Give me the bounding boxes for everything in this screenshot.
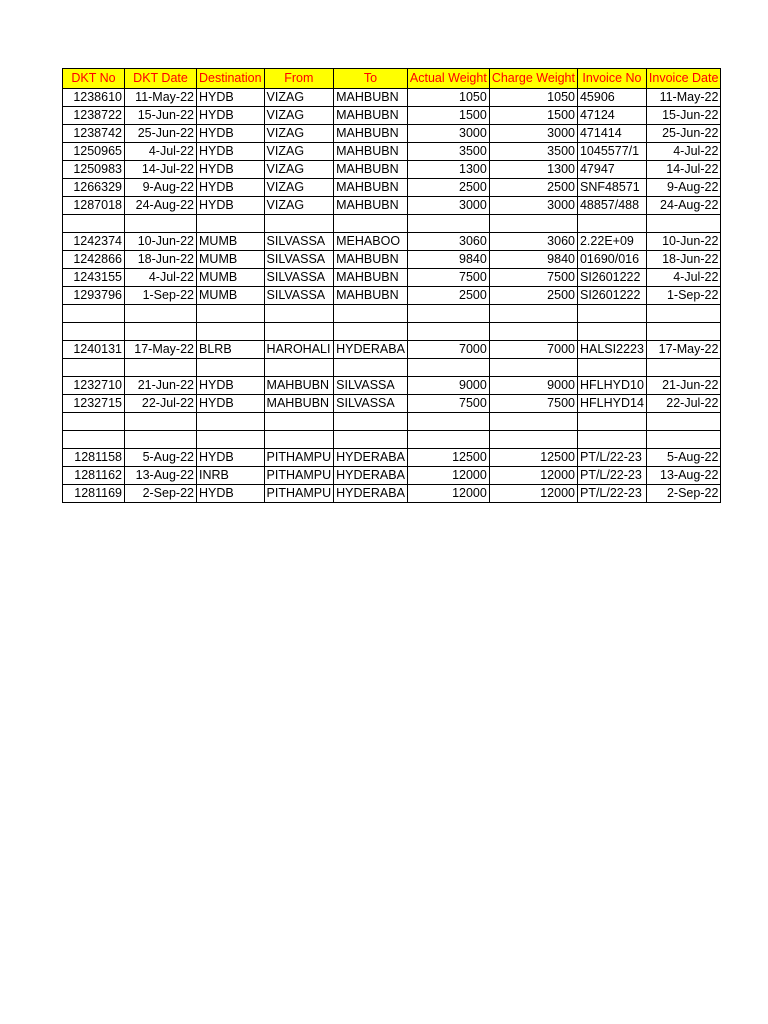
cell-dkt-date[interactable]: 24-Aug-22 [125,197,197,215]
cell-charge-weight[interactable]: 7500 [489,269,577,287]
cell-invoice-date[interactable]: 9-Aug-22 [646,179,720,197]
cell-from[interactable]: SILVASSA [264,233,334,251]
cell-destination[interactable]: HYDB [197,125,265,143]
cell-destination[interactable]: HYDB [197,377,265,395]
table-row [63,323,721,341]
table-row [63,107,721,125]
header-actual-weight[interactable]: Actual Weight [407,69,489,89]
cell-dkt-date[interactable]: 21-Jun-22 [125,377,197,395]
table-row [63,377,721,395]
cell-invoice-no[interactable] [577,215,646,233]
cell-destination[interactable] [197,431,265,449]
cell-dkt-date[interactable]: 25-Jun-22 [125,125,197,143]
cell-to[interactable]: MAHBUBN [334,287,408,305]
cell-invoice-no[interactable] [577,413,646,431]
cell-to[interactable]: HYDERABA [334,485,408,503]
cell-actual-weight[interactable]: 9840 [407,251,489,269]
cell-invoice-no[interactable]: HFLHYD14 [577,395,646,413]
cell-destination[interactable] [197,323,265,341]
cell-actual-weight[interactable] [407,413,489,431]
cell-from[interactable]: PITHAMPU [264,485,334,503]
cell-dkt-no[interactable]: 1250983 [63,161,125,179]
cell-actual-weight[interactable]: 3000 [407,125,489,143]
cell-charge-weight[interactable]: 1050 [489,89,577,107]
cell-dkt-date[interactable] [125,305,197,323]
table-row [63,143,721,161]
dkt-table [62,68,721,503]
cell-invoice-no[interactable]: PT/L/22-23 [577,449,646,467]
cell-invoice-date[interactable]: 1-Sep-22 [646,287,720,305]
cell-invoice-no[interactable]: SNF48571 [577,179,646,197]
cell-to[interactable]: SILVASSA [334,395,408,413]
cell-destination[interactable]: INRB [197,467,265,485]
cell-destination[interactable]: HYDB [197,89,265,107]
cell-destination[interactable] [197,359,265,377]
cell-from[interactable]: SILVASSA [264,269,334,287]
cell-from[interactable]: VIZAG [264,107,334,125]
table-row [63,395,721,413]
cell-invoice-no[interactable]: SI2601222 [577,287,646,305]
header-from[interactable]: From [264,69,334,89]
cell-dkt-no[interactable] [63,359,125,377]
cell-charge-weight[interactable]: 7500 [489,395,577,413]
cell-dkt-no[interactable]: 1240131 [63,341,125,359]
cell-charge-weight[interactable] [489,359,577,377]
cell-invoice-date[interactable] [646,413,720,431]
cell-dkt-no[interactable]: 1238742 [63,125,125,143]
cell-from[interactable] [264,215,334,233]
table-body [63,89,721,503]
cell-dkt-no[interactable] [63,431,125,449]
cell-dkt-no[interactable] [63,323,125,341]
cell-destination[interactable] [197,305,265,323]
cell-dkt-date[interactable] [125,413,197,431]
cell-charge-weight[interactable]: 12000 [489,467,577,485]
cell-destination[interactable]: HYDB [197,107,265,125]
cell-charge-weight[interactable]: 7000 [489,341,577,359]
cell-invoice-no[interactable]: 47124 [577,107,646,125]
cell-invoice-date[interactable]: 25-Jun-22 [646,125,720,143]
table-row [63,233,721,251]
cell-dkt-no[interactable]: 1266329 [63,179,125,197]
cell-from[interactable]: VIZAG [264,161,334,179]
cell-charge-weight[interactable]: 2500 [489,179,577,197]
cell-actual-weight[interactable]: 7000 [407,341,489,359]
cell-destination[interactable] [197,413,265,431]
cell-to[interactable]: MAHBUBN [334,125,408,143]
cell-dkt-no[interactable]: 1281162 [63,467,125,485]
cell-invoice-no[interactable]: HFLHYD10 [577,377,646,395]
cell-dkt-no[interactable] [63,413,125,431]
cell-invoice-date[interactable] [646,359,720,377]
cell-dkt-date[interactable]: 17-May-22 [125,341,197,359]
table-row [63,485,721,503]
cell-charge-weight[interactable]: 3000 [489,125,577,143]
cell-actual-weight[interactable]: 2500 [407,287,489,305]
cell-destination[interactable]: HYDB [197,197,265,215]
header-dkt-date[interactable]: DKT Date [125,69,197,89]
cell-dkt-date[interactable]: 4-Jul-22 [125,269,197,287]
cell-from[interactable]: SILVASSA [264,287,334,305]
cell-dkt-date[interactable]: 5-Aug-22 [125,449,197,467]
cell-to[interactable]: MAHBUBN [334,143,408,161]
table-row [63,341,721,359]
cell-invoice-date[interactable]: 22-Jul-22 [646,395,720,413]
cell-dkt-no[interactable]: 1287018 [63,197,125,215]
cell-dkt-date[interactable] [125,215,197,233]
cell-invoice-date[interactable] [646,305,720,323]
table-row [63,269,721,287]
cell-invoice-no[interactable] [577,359,646,377]
cell-destination[interactable]: MUMB [197,251,265,269]
cell-to[interactable]: HYDERABA [334,467,408,485]
cell-invoice-no[interactable]: 1045577/1 [577,143,646,161]
cell-invoice-no[interactable]: PT/L/22-23 [577,485,646,503]
cell-invoice-date[interactable]: 21-Jun-22 [646,377,720,395]
cell-invoice-date[interactable]: 10-Jun-22 [646,233,720,251]
cell-actual-weight[interactable]: 12500 [407,449,489,467]
header-destination[interactable]: Destination [197,69,265,89]
table-row [63,287,721,305]
cell-from[interactable]: PITHAMPU [264,467,334,485]
cell-charge-weight[interactable]: 3500 [489,143,577,161]
cell-actual-weight[interactable]: 1300 [407,161,489,179]
cell-dkt-date[interactable]: 11-May-22 [125,89,197,107]
table-row [63,161,721,179]
cell-invoice-date[interactable]: 18-Jun-22 [646,251,720,269]
cell-from[interactable]: VIZAG [264,179,334,197]
cell-invoice-no[interactable]: HALSI2223 [577,341,646,359]
cell-dkt-date[interactable]: 9-Aug-22 [125,179,197,197]
cell-to[interactable]: MAHBUBN [334,197,408,215]
cell-to[interactable] [334,305,408,323]
cell-invoice-date[interactable]: 13-Aug-22 [646,467,720,485]
table-row [63,467,721,485]
cell-charge-weight[interactable]: 12000 [489,485,577,503]
cell-actual-weight[interactable] [407,323,489,341]
cell-charge-weight[interactable] [489,215,577,233]
cell-dkt-date[interactable]: 14-Jul-22 [125,161,197,179]
table-row [63,359,721,377]
cell-from[interactable]: SILVASSA [264,251,334,269]
cell-dkt-date[interactable]: 18-Jun-22 [125,251,197,269]
table-row [63,197,721,215]
cell-from[interactable]: MAHBUBN [264,377,334,395]
cell-dkt-date[interactable]: 22-Jul-22 [125,395,197,413]
cell-destination[interactable]: HYDB [197,161,265,179]
cell-to[interactable] [334,431,408,449]
cell-from[interactable]: VIZAG [264,89,334,107]
cell-destination[interactable]: HYDB [197,395,265,413]
cell-dkt-no[interactable]: 1281169 [63,485,125,503]
cell-invoice-no[interactable]: 47947 [577,161,646,179]
cell-to[interactable]: SILVASSA [334,377,408,395]
cell-charge-weight[interactable]: 3060 [489,233,577,251]
cell-from[interactable]: VIZAG [264,143,334,161]
cell-invoice-no[interactable]: 471414 [577,125,646,143]
cell-charge-weight[interactable]: 1300 [489,161,577,179]
cell-from[interactable]: VIZAG [264,125,334,143]
cell-actual-weight[interactable]: 12000 [407,485,489,503]
cell-destination[interactable]: BLRB [197,341,265,359]
cell-invoice-date[interactable]: 11-May-22 [646,89,720,107]
cell-dkt-date[interactable] [125,359,197,377]
cell-dkt-no[interactable]: 1250965 [63,143,125,161]
cell-dkt-date[interactable]: 2-Sep-22 [125,485,197,503]
cell-actual-weight[interactable]: 7500 [407,395,489,413]
cell-actual-weight[interactable] [407,359,489,377]
cell-destination[interactable]: MUMB [197,233,265,251]
cell-to[interactable] [334,323,408,341]
cell-actual-weight[interactable]: 1050 [407,89,489,107]
cell-to[interactable]: HYDERABA [334,341,408,359]
cell-from[interactable]: VIZAG [264,197,334,215]
cell-dkt-date[interactable]: 4-Jul-22 [125,143,197,161]
cell-invoice-date[interactable]: 4-Jul-22 [646,269,720,287]
table-row [63,251,721,269]
cell-actual-weight[interactable]: 1500 [407,107,489,125]
header-invoice-no[interactable]: Invoice No [577,69,646,89]
cell-actual-weight[interactable]: 3000 [407,197,489,215]
cell-actual-weight[interactable]: 2500 [407,179,489,197]
cell-dkt-date[interactable]: 1-Sep-22 [125,287,197,305]
cell-dkt-no[interactable]: 1232715 [63,395,125,413]
cell-dkt-no[interactable]: 1281158 [63,449,125,467]
cell-to[interactable]: MAHBUBN [334,89,408,107]
cell-invoice-no[interactable]: 48857/488 [577,197,646,215]
cell-charge-weight[interactable]: 3000 [489,197,577,215]
cell-from[interactable]: MAHBUBN [264,395,334,413]
cell-dkt-no[interactable]: 1293796 [63,287,125,305]
cell-dkt-no[interactable]: 1238610 [63,89,125,107]
cell-dkt-date[interactable] [125,431,197,449]
cell-invoice-date[interactable] [646,431,720,449]
cell-actual-weight[interactable]: 7500 [407,269,489,287]
cell-to[interactable] [334,413,408,431]
cell-to[interactable] [334,359,408,377]
cell-to[interactable]: MAHBUBN [334,161,408,179]
cell-invoice-date[interactable]: 4-Jul-22 [646,143,720,161]
cell-charge-weight[interactable]: 2500 [489,287,577,305]
cell-invoice-date[interactable]: 17-May-22 [646,341,720,359]
cell-invoice-no[interactable] [577,431,646,449]
cell-from[interactable] [264,323,334,341]
cell-to[interactable]: HYDERABA [334,449,408,467]
cell-charge-weight[interactable]: 1500 [489,107,577,125]
header-row [63,69,721,89]
cell-actual-weight[interactable] [407,215,489,233]
cell-invoice-no[interactable]: SI2601222 [577,269,646,287]
cell-invoice-no[interactable] [577,323,646,341]
cell-actual-weight[interactable]: 3060 [407,233,489,251]
cell-invoice-no[interactable]: PT/L/22-23 [577,467,646,485]
header-dkt-no[interactable]: DKT No [63,69,125,89]
cell-invoice-date[interactable]: 15-Jun-22 [646,107,720,125]
cell-destination[interactable] [197,215,265,233]
cell-dkt-no[interactable] [63,305,125,323]
table-row [63,413,721,431]
cell-actual-weight[interactable] [407,431,489,449]
cell-to[interactable] [334,215,408,233]
cell-destination[interactable]: MUMB [197,287,265,305]
cell-from[interactable]: PITHAMPU [264,449,334,467]
cell-from[interactable]: HAROHALI [264,341,334,359]
cell-invoice-date[interactable] [646,215,720,233]
cell-from[interactable] [264,431,334,449]
header-invoice-date[interactable]: Invoice Date [646,69,720,89]
cell-charge-weight[interactable] [489,431,577,449]
cell-dkt-no[interactable]: 1242374 [63,233,125,251]
cell-dkt-no[interactable]: 1238722 [63,107,125,125]
cell-charge-weight[interactable] [489,323,577,341]
table-row [63,305,721,323]
cell-to[interactable]: MAHBUBN [334,179,408,197]
cell-from[interactable] [264,359,334,377]
cell-destination[interactable]: HYDB [197,485,265,503]
cell-invoice-date[interactable]: 24-Aug-22 [646,197,720,215]
cell-actual-weight[interactable]: 12000 [407,467,489,485]
cell-invoice-date[interactable]: 2-Sep-22 [646,485,720,503]
cell-to[interactable]: MAHBUBN [334,107,408,125]
cell-destination[interactable]: HYDB [197,179,265,197]
header-to[interactable]: To [334,69,408,89]
cell-destination[interactable]: HYDB [197,449,265,467]
cell-invoice-date[interactable]: 5-Aug-22 [646,449,720,467]
table-row [63,125,721,143]
cell-dkt-date[interactable] [125,323,197,341]
cell-invoice-date[interactable] [646,323,720,341]
cell-actual-weight[interactable]: 9000 [407,377,489,395]
cell-dkt-no[interactable]: 1242866 [63,251,125,269]
cell-invoice-no[interactable]: 45906 [577,89,646,107]
header-charge-weight[interactable]: Charge Weight [489,69,577,89]
cell-from[interactable] [264,413,334,431]
cell-invoice-no[interactable]: 01690/016 [577,251,646,269]
cell-to[interactable]: MAHBUBN [334,251,408,269]
cell-invoice-no[interactable] [577,305,646,323]
cell-dkt-date[interactable]: 10-Jun-22 [125,233,197,251]
cell-invoice-date[interactable]: 14-Jul-22 [646,161,720,179]
cell-invoice-no[interactable]: 2.22E+09 [577,233,646,251]
cell-from[interactable] [264,305,334,323]
cell-charge-weight[interactable]: 12500 [489,449,577,467]
cell-to[interactable]: MEHABOO [334,233,408,251]
cell-dkt-no[interactable]: 1243155 [63,269,125,287]
cell-destination[interactable]: MUMB [197,269,265,287]
cell-destination[interactable]: HYDB [197,143,265,161]
table-row [63,431,721,449]
table-row [63,449,721,467]
cell-charge-weight[interactable] [489,305,577,323]
table-row [63,179,721,197]
table-row [63,215,721,233]
cell-charge-weight[interactable] [489,413,577,431]
table-row [63,89,721,107]
cell-charge-weight[interactable]: 9840 [489,251,577,269]
cell-dkt-no[interactable]: 1232710 [63,377,125,395]
cell-dkt-date[interactable]: 15-Jun-22 [125,107,197,125]
cell-dkt-no[interactable] [63,215,125,233]
cell-charge-weight[interactable]: 9000 [489,377,577,395]
cell-dkt-date[interactable]: 13-Aug-22 [125,467,197,485]
cell-to[interactable]: MAHBUBN [334,269,408,287]
cell-actual-weight[interactable] [407,305,489,323]
cell-actual-weight[interactable]: 3500 [407,143,489,161]
